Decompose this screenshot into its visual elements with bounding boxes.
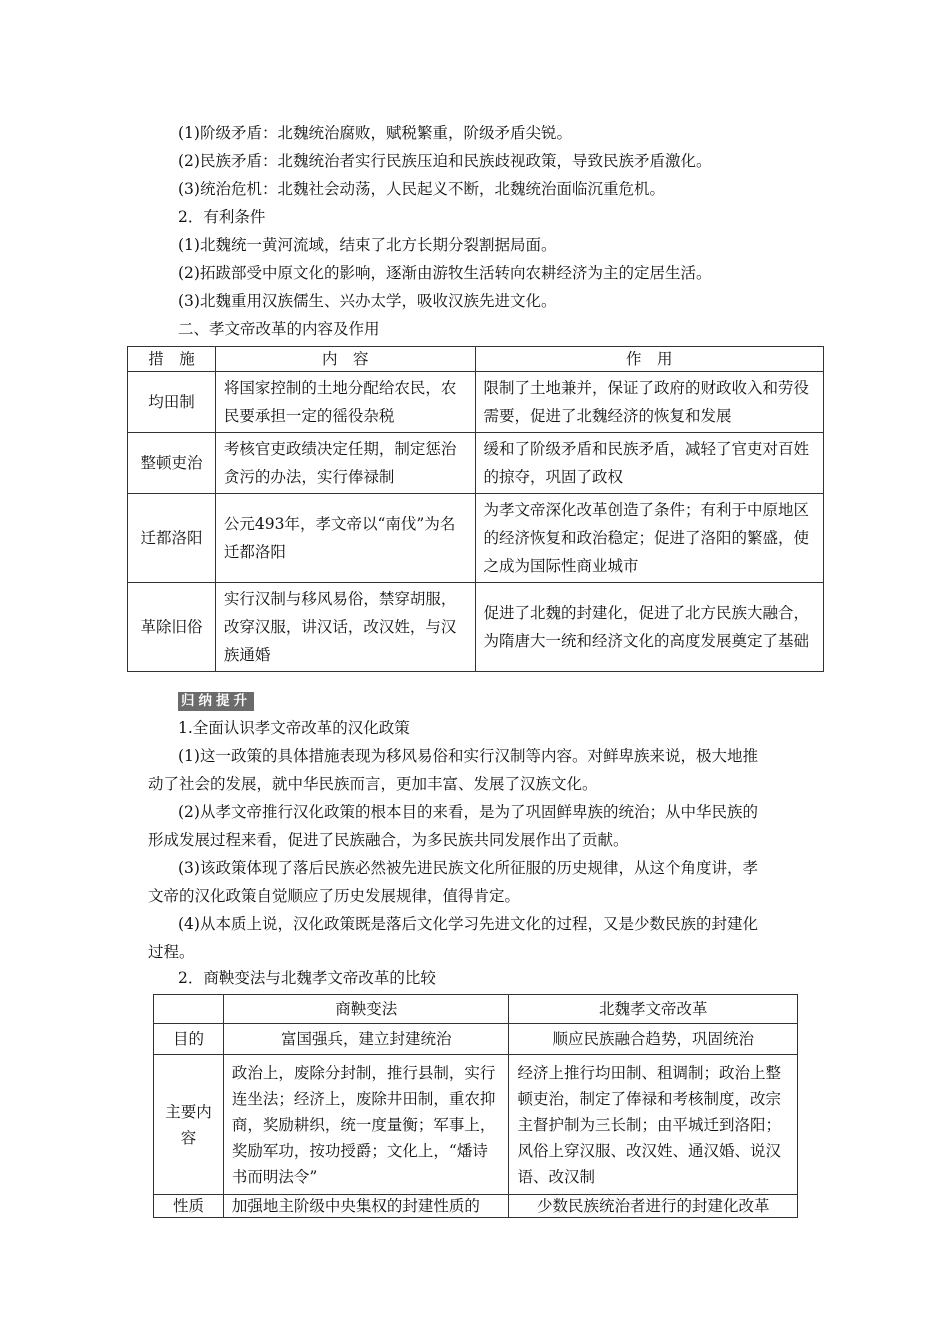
table-header: 北魏孝文帝改革 (509, 995, 798, 1024)
reform-table (127, 346, 824, 672)
table-cell-effect: 促进了北魏的封建化，促进了北方民族大融合，为隋唐大一统和经济文化的高度发展奠定了基础 (475, 583, 823, 672)
table-header: 内 容 (215, 347, 475, 372)
table-cell: 顺应民族融合趋势，巩固统治 (509, 1024, 798, 1055)
subheading: 1.全面认识孝文帝改革的汉化政策 (178, 719, 410, 737)
table-cell-effect: 缓和了阶级矛盾和民族矛盾，减轻了官吏对百姓的掠夺，巩固了政权 (475, 433, 823, 494)
table-cell-measure: 均田制 (128, 372, 216, 433)
table-header: 措 施 (128, 347, 216, 372)
text-line: 文帝的汉化政策自觉顺应了历史发展规律，值得肯定。 (148, 887, 521, 905)
text-line: (4)从本质上说，汉化政策既是落后文化学习先进文化的过程，又是少数民族的封建化 (178, 915, 758, 933)
text-line: (3)该政策体现了落后民族必然被先进民族文化所征服的历史规律，从这个角度讲，孝 (178, 859, 758, 877)
table-cell-measure: 革除旧俗 (128, 583, 216, 672)
text-line: 过程。 (148, 943, 195, 961)
text-line: (1)北魏统一黄河流域，结束了北方长期分裂割据局面。 (178, 236, 557, 254)
table-cell: 富国强兵，建立封建统治 (223, 1024, 509, 1055)
text-line: (2)民族矛盾：北魏统治者实行民族压迫和民族歧视政策，导致民族矛盾激化。 (178, 152, 712, 170)
table-row (128, 433, 824, 494)
table-cell: 加强地主阶级中央集权的封建性质的 (223, 1195, 509, 1218)
text-line: (3)北魏重用汉族儒生、兴办太学，吸收汉族先进文化。 (178, 292, 557, 310)
table-cell-content: 将国家控制的土地分配给农民，农民要承担一定的徭役杂税 (215, 372, 475, 433)
subheading: 2．有利条件 (178, 208, 266, 226)
table-cell: 政治上，废除分封制，推行县制，实行连坐法；经济上，废除井田制，重农抑商，奖励耕织，统一度量衡；军事上，奖励军功，按功授爵；文化上，“燔诗书而明法令” (223, 1055, 509, 1195)
table-row (154, 1195, 798, 1218)
table-header: 商鞅变法 (223, 995, 509, 1024)
table-header: 作 用 (475, 347, 823, 372)
table-cell-content: 公元493年，孝文帝以“南伐”为名迁都洛阳 (215, 494, 475, 583)
table-cell-effect: 限制了土地兼并，保证了政府的财政收入和劳役需要，促进了北魏经济的恢复和发展 (475, 372, 823, 433)
table-cell: 少数民族统治者进行的封建化改革 (509, 1195, 798, 1218)
text-line: (2)拓跋部受中原文化的影响，逐渐由游牧生活转向农耕经济为主的定居生活。 (178, 264, 712, 282)
text-line: (1)这一政策的具体措施表现为移风易俗和实行汉制等内容。对鲜卑族来说，极大地推 (178, 747, 758, 765)
table-row (128, 583, 824, 672)
text-line: (2)从孝文帝推行汉化政策的根本目的来看，是为了巩固鲜卑族的统治；从中华民族的 (178, 803, 758, 821)
row-label: 性质 (154, 1195, 224, 1218)
table-header-row (154, 995, 798, 1024)
text-line: 动了社会的发展，就中华民族而言，更加丰富、发展了汉族文化。 (148, 775, 598, 793)
table-cell-measure: 整顿吏治 (128, 433, 216, 494)
table-cell-content: 考核官吏政绩决定任期，制定惩治贪污的办法，实行俸禄制 (215, 433, 475, 494)
section-heading: 二、孝文帝改革的内容及作用 (178, 320, 380, 338)
table-cell: 经济上推行均田制、租调制；政治上整顿吏治，制定了俸禄和考核制度，改宗主督护制为三长制；由平城迁到洛阳；风俗上穿汉服、改汉姓、通汉婚、说汉语、改汉制 (509, 1055, 798, 1195)
subheading: 2．商鞅变法与北魏孝文帝改革的比较 (178, 969, 436, 987)
text-line: 形成发展过程来看，促进了民族融合，为多民族共同发展作出了贡献。 (148, 831, 629, 849)
summary-badge: 归纳提升 (178, 692, 254, 711)
table-cell-content: 实行汉制与移风易俗，禁穿胡服，改穿汉服，讲汉话，改汉姓，与汉族通婚 (215, 583, 475, 672)
row-label: 主要内容 (154, 1055, 224, 1195)
table-header-row (128, 347, 824, 372)
text-line: (1)阶级矛盾：北魏统治腐败，赋税繁重，阶级矛盾尖锐。 (178, 124, 572, 142)
row-label: 目的 (154, 1024, 224, 1055)
table-cell-measure: 迁都洛阳 (128, 494, 216, 583)
table-row (128, 494, 824, 583)
table-row (154, 1024, 798, 1055)
table-row (128, 372, 824, 433)
table-cell-effect: 为孝文帝深化改革创造了条件；有利于中原地区的经济恢复和政治稳定；促进了洛阳的繁盛，使之成为国际性商业城市 (475, 494, 823, 583)
text-line: (3)统治危机：北魏社会动荡，人民起义不断，北魏统治面临沉重危机。 (178, 180, 665, 198)
comparison-table (153, 994, 798, 1218)
table-row (154, 1055, 798, 1195)
table-header (154, 995, 224, 1024)
